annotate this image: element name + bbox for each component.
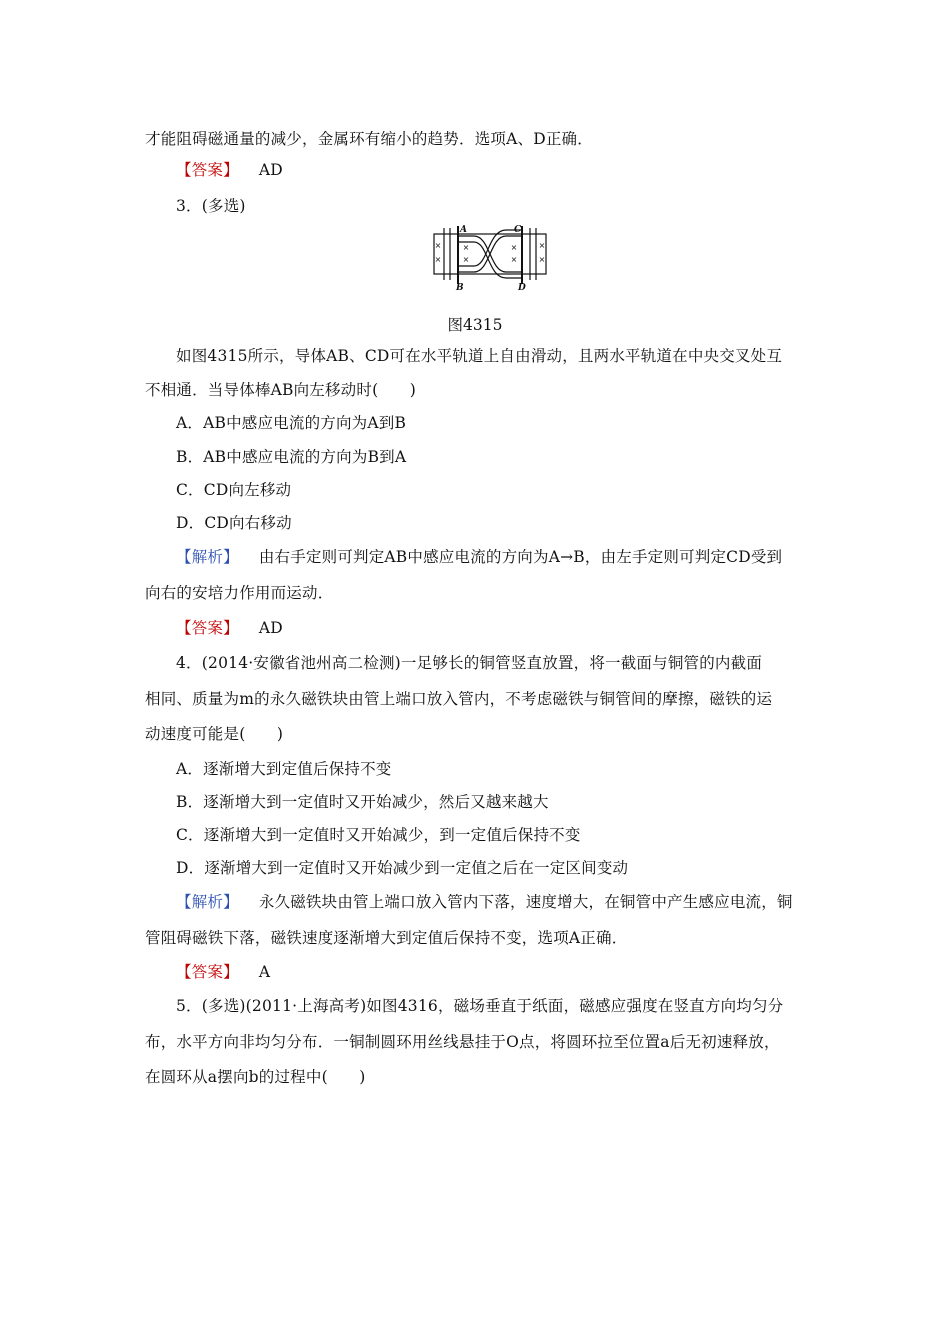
text-line: 向右的安培力作用而运动． <box>145 584 334 602</box>
explanation-line <box>176 547 782 567</box>
answer-tag: 【答案】 <box>176 161 239 179</box>
label-A: A <box>460 225 467 235</box>
text-line: 如图4315所示，导体AB、CD可在水平轨道上自由滑动，且两水平轨道在中央交叉处互 <box>176 347 783 365</box>
text-line: 在圆环从a摆向b的过程中( ) <box>145 1068 366 1086</box>
text-line: 不相通．当导体棒AB向左移动时( ) <box>145 381 416 399</box>
option-a: A．AB中感应电流的方向为A到B <box>176 414 407 432</box>
label-D: D <box>518 283 526 292</box>
answer-line <box>176 618 283 638</box>
text-line: 动速度可能是( ) <box>145 725 284 743</box>
option-d: D．逐渐增大到一定值时又开始减少到一定值之后在一定区间变动 <box>176 859 629 877</box>
option-c: C．逐渐增大到一定值时又开始减少，到一定值后保持不变 <box>176 826 581 844</box>
option-d: D．CD向右移动 <box>176 514 292 532</box>
svg-text:×: × <box>510 243 518 252</box>
svg-text:×: × <box>434 255 442 264</box>
svg-text:×: × <box>510 255 518 264</box>
svg-text:×: × <box>462 243 470 252</box>
option-b: B．逐渐增大到一定值时又开始减少，然后又越来越大 <box>176 793 549 811</box>
answer-tag: 【答案】 <box>176 619 239 637</box>
label-C: C <box>514 225 522 235</box>
text-line: 管阻碍磁铁下落，磁铁速度逐渐增大到定值后保持不变，选项A正确． <box>145 929 628 947</box>
label-B: B <box>456 283 464 292</box>
option-c: C．CD向左移动 <box>176 481 292 499</box>
answer-value: AD <box>258 161 283 179</box>
answer-tag: 【答案】 <box>176 963 239 981</box>
text-line: 相同、质量为m的永久磁铁块由管上端口放入管内，不考虑磁铁与铜管间的摩擦，磁铁的运 <box>145 690 773 708</box>
text-line: 4．(2014·安徽省池州高二检测)一足够长的铜管竖直放置，将一截面与铜管的内截面 <box>176 654 763 672</box>
svg-text:×: × <box>462 255 470 264</box>
figure-caption: 图4315 <box>447 316 503 334</box>
option-b: B．AB中感应电流的方向为B到A <box>176 448 407 466</box>
text-line: 布，水平方向非均匀分布．一铜制圆环用丝线悬挂于O点，将圆环拉至位置a后无初速释放， <box>145 1033 780 1051</box>
explanation-text: 永久磁铁块由管上端口放入管内下落，速度增大，在铜管中产生感应电流，铜 <box>258 893 793 911</box>
question-number: 3．(多选) <box>176 197 246 215</box>
answer-line <box>176 962 270 982</box>
svg-text:×: × <box>538 255 546 264</box>
answer-value: A <box>258 963 271 981</box>
text-line: 才能阻碍磁通量的减少，金属环有缩小的趋势．选项A、D正确． <box>145 130 593 148</box>
svg-text:×: × <box>434 241 442 250</box>
explanation-text: 由右手定则可判定AB中感应电流的方向为A→B，由左手定则可判定CD受到 <box>258 548 783 566</box>
explanation-tag: 【解析】 <box>176 548 239 566</box>
text-line: 5．(多选)(2011·上海高考)如图4316，磁场垂直于纸面，磁感应强度在竖直方向均匀分 <box>176 997 784 1015</box>
answer-value: AD <box>258 619 283 637</box>
circuit-figure <box>430 222 550 292</box>
option-a: A．逐渐增大到定值后保持不变 <box>176 760 392 778</box>
svg-text:×: × <box>538 241 546 250</box>
explanation-tag: 【解析】 <box>176 893 239 911</box>
answer-line <box>176 160 283 180</box>
explanation-line <box>176 892 793 912</box>
